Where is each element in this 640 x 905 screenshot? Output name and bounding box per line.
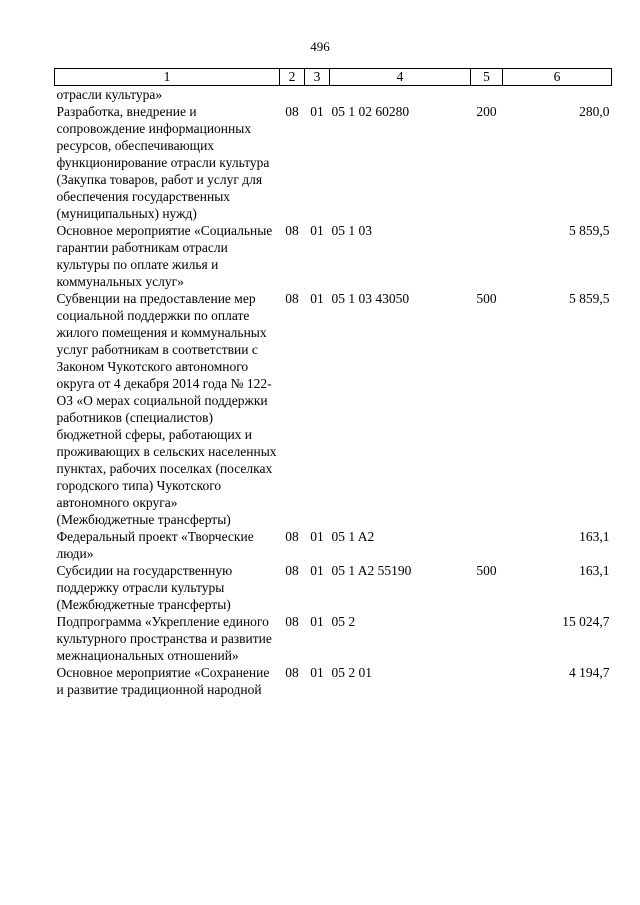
column-header-3: 3 [305, 69, 330, 86]
row-subsection: 01 [310, 665, 324, 680]
row-expense-type [471, 664, 503, 698]
column-header-6: 6 [503, 69, 612, 86]
row-name: Основное мероприятие «Социальные гарантии работникам отрасли культуры по оплате жилья и коммунальных услуг» [56, 223, 273, 289]
row-target-article [330, 86, 471, 104]
row-section: 08 [285, 223, 299, 238]
table-row [55, 86, 612, 104]
row-amount: 5 859,5 [569, 223, 610, 238]
table-row [55, 290, 612, 528]
row-section: 08 [285, 291, 299, 306]
column-header-2: 2 [280, 69, 305, 86]
table-row [55, 613, 612, 664]
row-expense-type: 500 [476, 291, 497, 306]
row-section [280, 86, 305, 104]
table-row [55, 562, 612, 613]
row-target-article: 05 1 03 [331, 223, 372, 238]
table-header [55, 69, 612, 86]
row-name: Федеральный проект «Творческие люди» [56, 529, 254, 561]
header-row [55, 69, 612, 86]
row-target-article: 05 2 [331, 614, 356, 629]
row-name: Разработка, внедрение и сопровождение информационных ресурсов, обеспечивающих функционирование отрасли культура (Закупка товаров, работ и услуг для обеспечения государственных (муниципальных) нужд) [56, 104, 270, 221]
row-target-article: 05 2 01 [331, 665, 372, 680]
row-target-article: 05 1 A2 55190 [331, 563, 412, 578]
table-row [55, 664, 612, 698]
row-amount: 15 024,7 [562, 614, 610, 629]
row-amount: 5 859,5 [569, 291, 610, 306]
page-number: 496 [310, 39, 330, 54]
row-section: 08 [285, 563, 299, 578]
row-expense-type [471, 86, 503, 104]
row-name: отрасли культура» [56, 87, 163, 102]
row-section: 08 [285, 104, 299, 119]
row-subsection: 01 [310, 529, 324, 544]
table-row [55, 528, 612, 562]
row-amount: 163,1 [579, 563, 610, 578]
row-name: Субвенции на предоставление мер социальной поддержки по оплате жилого помещения и коммунальных услуг работникам в соответствии с Законом Чукотского автономного округа от 4 декабря 2014 года № 122-ОЗ «О мерах социальной поддержки работников (специалистов) бюджетной сферы, работающих и проживающих в сельских населенных пунктах, рабочих поселках (поселках городского типа) Чукотского автономного округа» (Межбюджетные трансферты) [56, 291, 277, 527]
budget-table [54, 68, 612, 698]
table-row [55, 103, 612, 222]
row-expense-type [471, 613, 503, 664]
row-name: Основное мероприятие «Сохранение и развитие традиционной народной [56, 665, 270, 697]
row-amount: 280,0 [579, 104, 610, 119]
row-expense-type: 200 [476, 104, 497, 119]
column-header-4: 4 [330, 69, 471, 86]
row-amount: 163,1 [579, 529, 610, 544]
row-name: Субсидии на государственную поддержку отрасли культуры (Межбюджетные трансферты) [56, 563, 233, 612]
row-section: 08 [285, 665, 299, 680]
row-target-article: 05 1 02 60280 [331, 104, 410, 119]
row-subsection: 01 [310, 614, 324, 629]
row-subsection: 01 [310, 223, 324, 238]
row-subsection: 01 [310, 291, 324, 306]
column-header-1: 1 [55, 69, 280, 86]
row-subsection: 01 [310, 563, 324, 578]
table-row [55, 222, 612, 290]
row-expense-type [471, 222, 503, 290]
row-subsection [305, 86, 330, 104]
row-subsection: 01 [310, 104, 324, 119]
row-expense-type [471, 528, 503, 562]
row-target-article: 05 1 A2 [331, 529, 375, 544]
column-header-5: 5 [471, 69, 503, 86]
table-body [55, 86, 612, 699]
row-section: 08 [285, 529, 299, 544]
row-section: 08 [285, 614, 299, 629]
row-expense-type: 500 [476, 563, 497, 578]
row-amount [503, 86, 612, 104]
row-target-article: 05 1 03 43050 [331, 291, 410, 306]
row-name: Подпрограмма «Укрепление единого культурного пространства и развитие межнациональных отношений» [56, 614, 272, 663]
row-amount: 4 194,7 [569, 665, 610, 680]
